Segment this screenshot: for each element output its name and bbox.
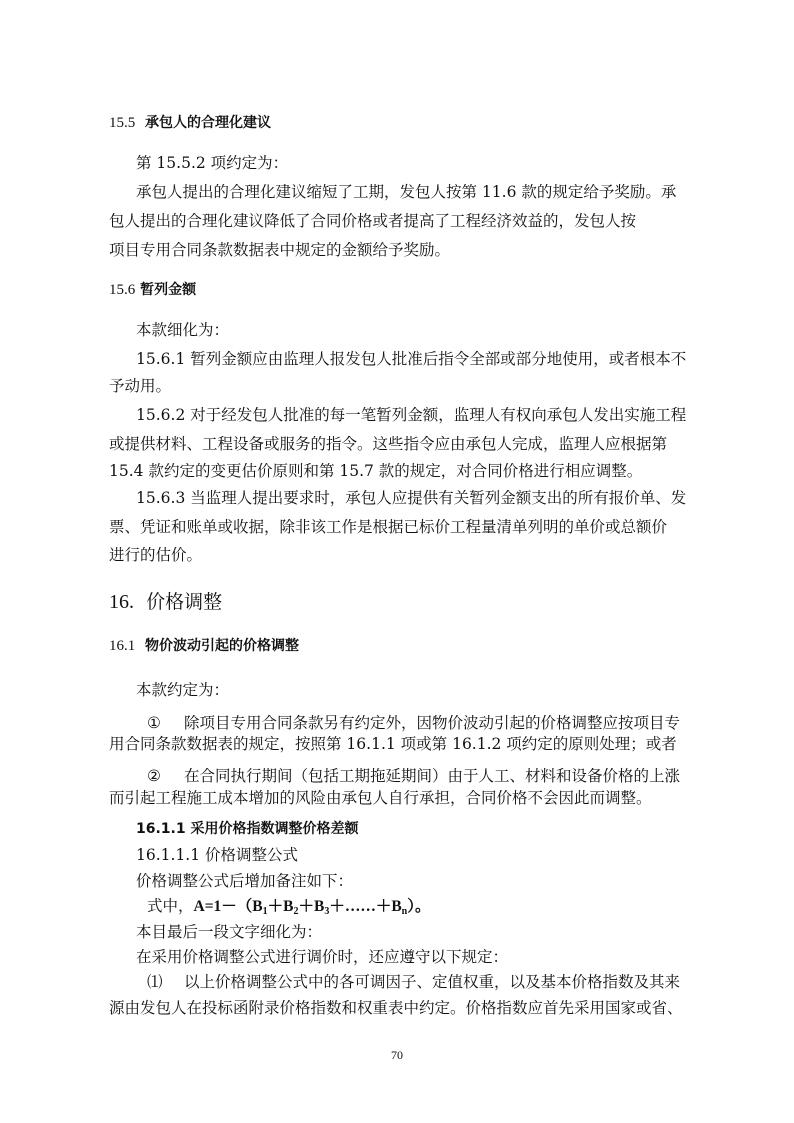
list-marker: ① [147, 714, 161, 732]
paragraph: 第 15.5.2 项约定为： [136, 154, 289, 172]
paragraph: 除项目专用合同条款另有约定外，因物价波动引起的价格调整应按项目专 [184, 714, 681, 732]
paragraph: 进行的估价。 [109, 546, 203, 564]
paragraph: 本款细化为： [136, 321, 230, 339]
paragraph: 予动用。 [109, 377, 172, 395]
paragraph: 本款约定为： [136, 681, 230, 699]
section-number: 15.6 [109, 282, 136, 298]
paragraph: 15.4 款约定的变更估价原则和第 15.7 款的规定，对合同价格进行相应调整。 [109, 462, 643, 480]
paragraph: 或提供材料、工程设备或服务的指令。这些指令应由承包人完成，监理人应根据第 [109, 435, 668, 453]
section-15-5-heading [109, 113, 271, 133]
paragraph: 在合同执行期间（包括工期拖延期间）由于人工、材料和设备价格的上涨 [184, 767, 681, 785]
paragraph: 票、凭证和账单或收据，除非该工作是根据已标价工程量清单列明的单价或总额价 [109, 518, 668, 536]
formula-part: ＋B [298, 898, 325, 915]
paragraph: 价格调整公式后增加备注如下： [136, 872, 354, 890]
paragraph: 15.6.1 暂列金额应由监理人报发包人批准后指令全部或部分地使用，或者根本不 [136, 350, 687, 368]
formula [194, 898, 431, 915]
paragraph: 项目专用合同条款数据表中规定的金额给予奖励。 [109, 241, 451, 259]
formula-prefix: 式中， [147, 897, 194, 915]
formula-subscript: n [401, 906, 408, 917]
section-number: 15.5 [109, 115, 136, 131]
section-15-6-heading [109, 280, 196, 300]
formula-part: ＋B [267, 898, 294, 915]
formula-subscript: 2 [293, 906, 299, 917]
paragraph: 15.6.2 对于经发包人批准的每一笔暂列金额，监理人有权向承包人发出实施工程 [136, 406, 687, 424]
paragraph: 用合同条款数据表的规定，按照第 16.1.1 项或第 16.1.2 项约定的原则处理；或者 [109, 735, 677, 753]
section-title: 承包人的合理化建议 [145, 115, 271, 131]
section-title: 暂列金额 [140, 282, 197, 298]
paragraph: 在采用价格调整公式进行调价时，还应遵守以下规定： [136, 948, 509, 966]
paragraph: 以上价格调整公式中的各可调因子、定值权重，以及基本价格指数及其来 [184, 973, 681, 991]
page-number: 70 [391, 1048, 403, 1062]
formula-line [147, 896, 431, 922]
section-title: 物价波动引起的价格调整 [145, 638, 299, 654]
formula-subscript: 3 [324, 906, 330, 917]
subsection-heading: 16.1.1 采用价格指数调整价格差额 [136, 821, 359, 837]
paragraph: 源由发包人在投标函附录价格指数和权重表中约定。价格指数应首先采用国家或省、 [109, 999, 683, 1017]
section-number: 16.1 [109, 638, 136, 654]
chapter-number: 16. [109, 591, 134, 613]
formula-subscript: 1 [262, 906, 268, 917]
paragraph: 15.6.3 当监理人提出要求时，承包人应提供有关暂列金额支出的所有报价单、发 [136, 489, 687, 507]
item-heading: 16.1.1.1 价格调整公式 [136, 846, 299, 864]
list-marker: ⑴ [147, 973, 163, 991]
paragraph: 本目最后一段文字细化为： [136, 923, 323, 941]
paragraph: 承包人提出的合理化建议缩短了工期，发包人按第 11.6 款的规定给予奖励。承 [136, 183, 677, 201]
paragraph: 包人提出的合理化建议降低了合同价格或者提高了工程经济效益的，发包人按 [109, 212, 637, 230]
paragraph: 而引起工程施工成本增加的风险由承包人自行承担，合同价格不会因此而调整。 [109, 789, 652, 807]
section-16-1-heading [109, 636, 299, 656]
chapter-title: 价格调整 [146, 591, 223, 613]
formula-part: ）。 [407, 898, 431, 915]
formula-part: ＋……＋B [329, 898, 402, 915]
chapter-16-heading [109, 592, 222, 612]
list-marker: ② [147, 767, 161, 785]
formula-part: A=1－（B [193, 898, 263, 915]
